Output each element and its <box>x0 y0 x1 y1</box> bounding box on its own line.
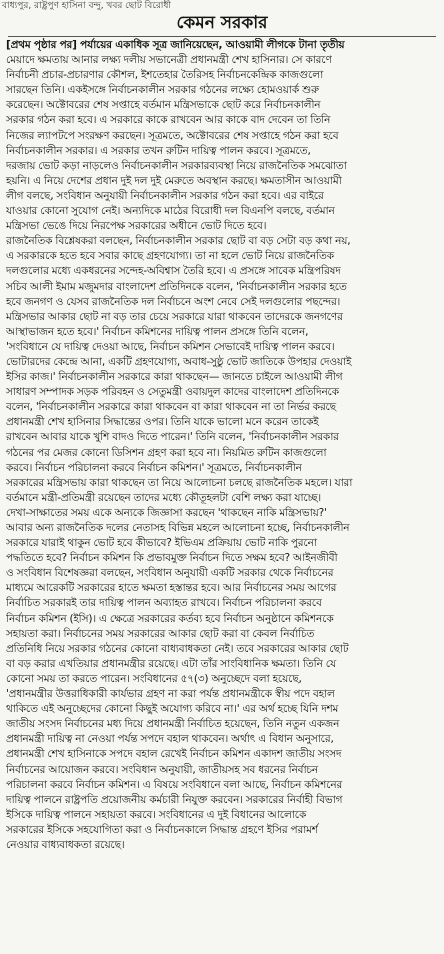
article-line: ভোটারদের কেন্দ্রে আনা, একটি গ্রহণযোগ্য, অবাধ-সুষ্ঠু ভোট জাতিকে উপহার দেওয়াই <box>6 355 352 368</box>
article-line: বর্তমানে মন্ত্রী-প্রতিমন্ত্রী রয়েছেন তাদের মধ্যে কৌতূহলটা বেশি লক্ষ্য করা যাচ্ছে। <box>6 491 321 504</box>
article-line: গঠনের পর মেজর কোনো ডিসিশন গ্রহণ করা হবে না। নিয়মিত রুটিন কাজগুলো <box>6 446 327 459</box>
article-line: জাতীয় সংসদ নির্বাচনের মধ্য দিয়ে প্রধানমন্ত্রী নির্বাচিত হয়েছেন, তিনি নতুন একজন <box>6 718 340 731</box>
article-line: বলেন, 'নির্বাচনকালীন সরকারে কারা থাকবেন বা কারা থাকবেন না তা নির্ভর করছে <box>6 401 336 414</box>
article-line: সরকারের ইসিকে সহযোগিতা করা ও নির্বাচনকালে সিদ্ধান্ত গ্রহণে ইসির পরামর্শ <box>6 823 318 836</box>
article-line: মন্ত্রিসভার আকার ছোট না বড় তার চেয়ে সরকারে যারা থাকবেন তাদেরকে জনগণের <box>6 310 343 323</box>
article-line: এ সরকারকে হতে হবে সবার কাছে গ্রহণযোগ্য। তা না হলে ভোট নিয়ে রাজনৈতিক <box>6 250 334 263</box>
article-line: প্রধানমন্ত্রী শেখ হাসিনাকে সপদে বহাল রেখেই নির্বাচন কমিশন একাদশ জাতীয় সংসদ <box>6 748 342 761</box>
article-line: দলগুলোর মধ্যে একধরনের সন্দেহ-অবিশ্বাস তৈরি হবে। এ প্রসঙ্গে সাবেক মন্ত্রিপরিষদ <box>6 265 341 278</box>
article-line: দরজায় ভোট কড়া নাড়লেও নির্বাচনকালীন সরকারব্যবস্থা নিয়ে রাজনৈতিক সমঝোতা <box>6 159 347 172</box>
article-line: পরিচালনা করবে নির্বাচন কমিশন। এ বিষয়ে সংবিধানে বলা আছে, নির্বাচন কমিশনের <box>6 778 343 791</box>
article-line: [প্রথম পৃষ্ঠার পর] পর্যায়ের একাধিক সূত্র জানিয়েছেন, আওয়ামী লীগকে টানা তৃতীয় <box>6 39 345 51</box>
article-line: সরকার গঠন করা হবে। এ সরকারে কাকে রাখবেন আর কাকে বাদ দেবেন তা তিনি <box>6 114 331 127</box>
article-line: মন্ত্রিসভা ভেঙে দিয়ে নিরপেক্ষ সরকারের অধীনে ভোট দিতে হবে। <box>6 220 267 233</box>
article-line: সাধারণ সম্পাদক সড়ক পরিবহন ও সেতুমন্ত্রী ওবায়দুল কাদের বাংলাদেশ প্রতিদিনকে <box>6 386 339 399</box>
article-line: নিজের ল্যাপটপে সংরক্ষণ করছেন। সূত্রমতে, অক্টোবরের শেষ সপ্তাহে গঠন করা হবে <box>6 129 339 142</box>
article-line: থাকিতে এই অনুচ্ছেদের কোনো কিছুই অযোগ্য করিবে না।' এর অর্থ হচ্ছে যিনি দশম <box>6 703 339 716</box>
headline-divider <box>8 36 436 37</box>
article-line: 'সংবিধানে যে দায়িত্ব দেওয়া আছে, নির্বাচন কমিশন সেভাবেই দায়িত্ব পালন করবে। <box>6 340 335 353</box>
article-headline: কেমন সরকার <box>176 13 268 33</box>
article-line: করবে। নির্বাচন পরিচালনা করবে নির্বাচন কমিশন।' সূত্রমতে, নির্বাচনকালীন <box>6 461 302 474</box>
top-strip-text: বাধ্যপুর, রাষ্ট্রপুণ হাসিনা বন্দু, খবর ছোট বিরোধী <box>2 1 172 11</box>
article-line: নির্বাচন কমিশন (ইসি)। এ ক্ষেত্রে সরকারের কর্তব্য হবে নির্বাচন অনুষ্ঠানে কমিশনকে <box>6 612 334 625</box>
article-line: রাখবেন আবার যাকে খুশি বাদও দিতে পারেন।' তিনি বলেন, 'নির্বাচনকালীন সরকার <box>6 431 339 444</box>
article-line: প্রধানমন্ত্রী দায়িত্ব না নেওয়া পর্যন্ত সপদে বহাল থাকবেন। অর্থাৎ এ বিধান অনুসারে, <box>6 733 334 746</box>
article-line: প্রধানমন্ত্রী শেখ হাসিনার সিদ্ধান্তের ওপর। তিনি যাকে ভালো মনে করেন তাকেই <box>6 416 319 429</box>
article-body <box>6 38 438 952</box>
article-line: নির্বাচিত সরকারই তার দায়িত্ব পালন অব্যাহত রাখবে। নির্বাচন পরিচালনা করবে <box>6 597 322 610</box>
article-line: যাওয়ার কোনো সুযোগ নেই। অন্যদিকে মাঠের বিরোধী দল বিএনপি বলছে, বর্তমান <box>6 205 335 218</box>
article-line: আবার অন্য রাজনৈতিক দলের নেতাসহ বিভিন্ন মহলে আলোচনা হচ্ছে, নির্বাচনকালীন <box>6 522 350 534</box>
article-line: সরকারের মন্ত্রিসভায় কারা থাকছেন তা নিয়ে আলোচনা চলছে রাজনৈতিক মহলে। যারা <box>6 476 353 489</box>
article-line: রাজনৈতিক বিশ্লেষকরা বলছেন, নির্বাচনকালীন সরকার ছোট বা বড় সেটা বড় কথা নয়, <box>6 235 351 248</box>
article-line: হয়নি। এ নিয়ে দেশের প্রধান দুই দল দুই মেরুতে অবস্থান করছে। ক্ষমতাসীন আওয়ামী <box>6 174 342 187</box>
article-line: ও সংবিধান বিশেষজ্ঞরা বলছেন, সংবিধান অনুযায়ী একটি সরকার থেকে নির্বাচনের <box>6 567 334 580</box>
article-line: আস্থাভাজন হতে হবে।' নির্বাচন কমিশনের দায়িত্ব পালন প্রসঙ্গে তিনি বলেন, <box>6 325 309 338</box>
article-line: দেখা-সাক্ষাতের সময় একে অন্যকে জিজ্ঞাসা করছেন 'থাকছেন নাকি মন্ত্রিসভায়?' <box>6 506 327 519</box>
article-line: সরকারে যারাই থাকুন ভোট হবে কীভাবে? ইভিএম প্রক্রিয়ায় ভোট নাকি পুরনো <box>6 537 317 550</box>
article-line: মেয়াদে ক্ষমতায় আনার লক্ষ্য দলীয় সভানেত্রী প্রধানমন্ত্রী শেখ হাসিনার। সে কারণে <box>6 54 332 67</box>
article-line: নেওয়ার বাধ্যবাধকতা রয়েছে। <box>6 838 125 851</box>
article-line: বা বড় করার এখতিয়ার প্রধানমন্ত্রীর রয়েছে। এটা তাঁর সাংবিধানিক ক্ষমতা। তিনি যে <box>6 657 336 670</box>
article-line: করেছেন। অক্টোবরের শেষ সপ্তাহে বর্তমান মন্ত্রিসভাকে ছোট করে নির্বাচনকালীন <box>6 99 321 112</box>
article-line: কোনো সময় তা করতে পারেন। সংবিধানের ৫৭(৩) অনুচ্ছেদে বলা হয়েছে, <box>6 672 302 685</box>
article-line: ইসিকে দায়িত্ব পালনে সহায়তা করবে। সংবিধানের এ দুই বিধানের আলোকে <box>6 808 307 821</box>
article-line: সারছেন তিনি। একইসঙ্গে নির্বাচনকালীন সরকার গঠনের লক্ষ্যে হোমওয়ার্ক শুরু <box>6 84 319 97</box>
article-line: ইসির কাজ।' নির্বাচনকালীন সরকারে কারা থাকছেন— জানতে চাইলে আওয়ামী লীগ <box>6 371 343 384</box>
article-line: নির্বাচনকালীন সরকার। এ সরকার তখন রুটিন দায়িত্ব পালন করবে। সূত্রমতে, <box>6 144 311 157</box>
article-line: নির্বাচনী প্রচার-প্রচারণার কৌশল, ইশতেহার তৈরিসহ নির্বাচনকেন্দ্রিক কাজগুলো <box>6 69 324 82</box>
article-line: 'প্রধানমন্ত্রীর উত্তরাধিকারী কার্যভার গ্রহণ না করা পর্যন্ত প্রধানমন্ত্রীকে স্বীয় পদে বহাল <box>6 688 335 701</box>
article-line: হবে জনগণ ও যেসব রাজনৈতিক দল নির্বাচনে অংশ নেবে সেই দলগুলোর পছন্দের। <box>6 295 341 308</box>
article-line: প্রতিনিধি নিয়ে সরকার গঠনের কোনো বাধ্যবাধকতা নেই। তবে সরকারের আকার ছোট <box>6 642 349 655</box>
article-line: মাধ্যমে আরেকটি সরকারের হাতে ক্ষমতা হস্তান্তর হবে। আর নির্বাচনের সময় আগের <box>6 582 337 595</box>
article-line: পদ্ধতিতে হবে? নির্বাচন কমিশন কি প্রভাবমুক্ত নির্বাচন দিতে সক্ষম হবে? আইনজীবী <box>6 552 338 565</box>
article-line: নির্বাচনের আয়োজন করবে। সংবিধান অনুযায়ী, জাতীয়সহ সব ধরনের নির্বাচন <box>6 763 318 776</box>
article-line: লীগ বলছে, সংবিধান অনুযায়ী নির্বাচনকালীন সরকার গঠন করা হবে। এর বাইরে <box>6 189 324 202</box>
article-line: দায়িত্ব পালনে রাষ্ট্রপতি প্রয়োজনীয় কর্মচারী নিযুক্ত করবেন। সরকারের নির্বাহী বিভাগ <box>6 793 343 806</box>
article-line: সচিব আলী ইমাম মজুমদার বাংলাদেশ প্রতিদিনকে বলেন, 'নির্বাচনকালীন সরকার হতে <box>6 280 347 293</box>
article-line: সহায়তা করা। নির্বাচনের সময় সরকারের আকার ছোট করা বা কেবল নির্বাচিত <box>6 627 315 640</box>
